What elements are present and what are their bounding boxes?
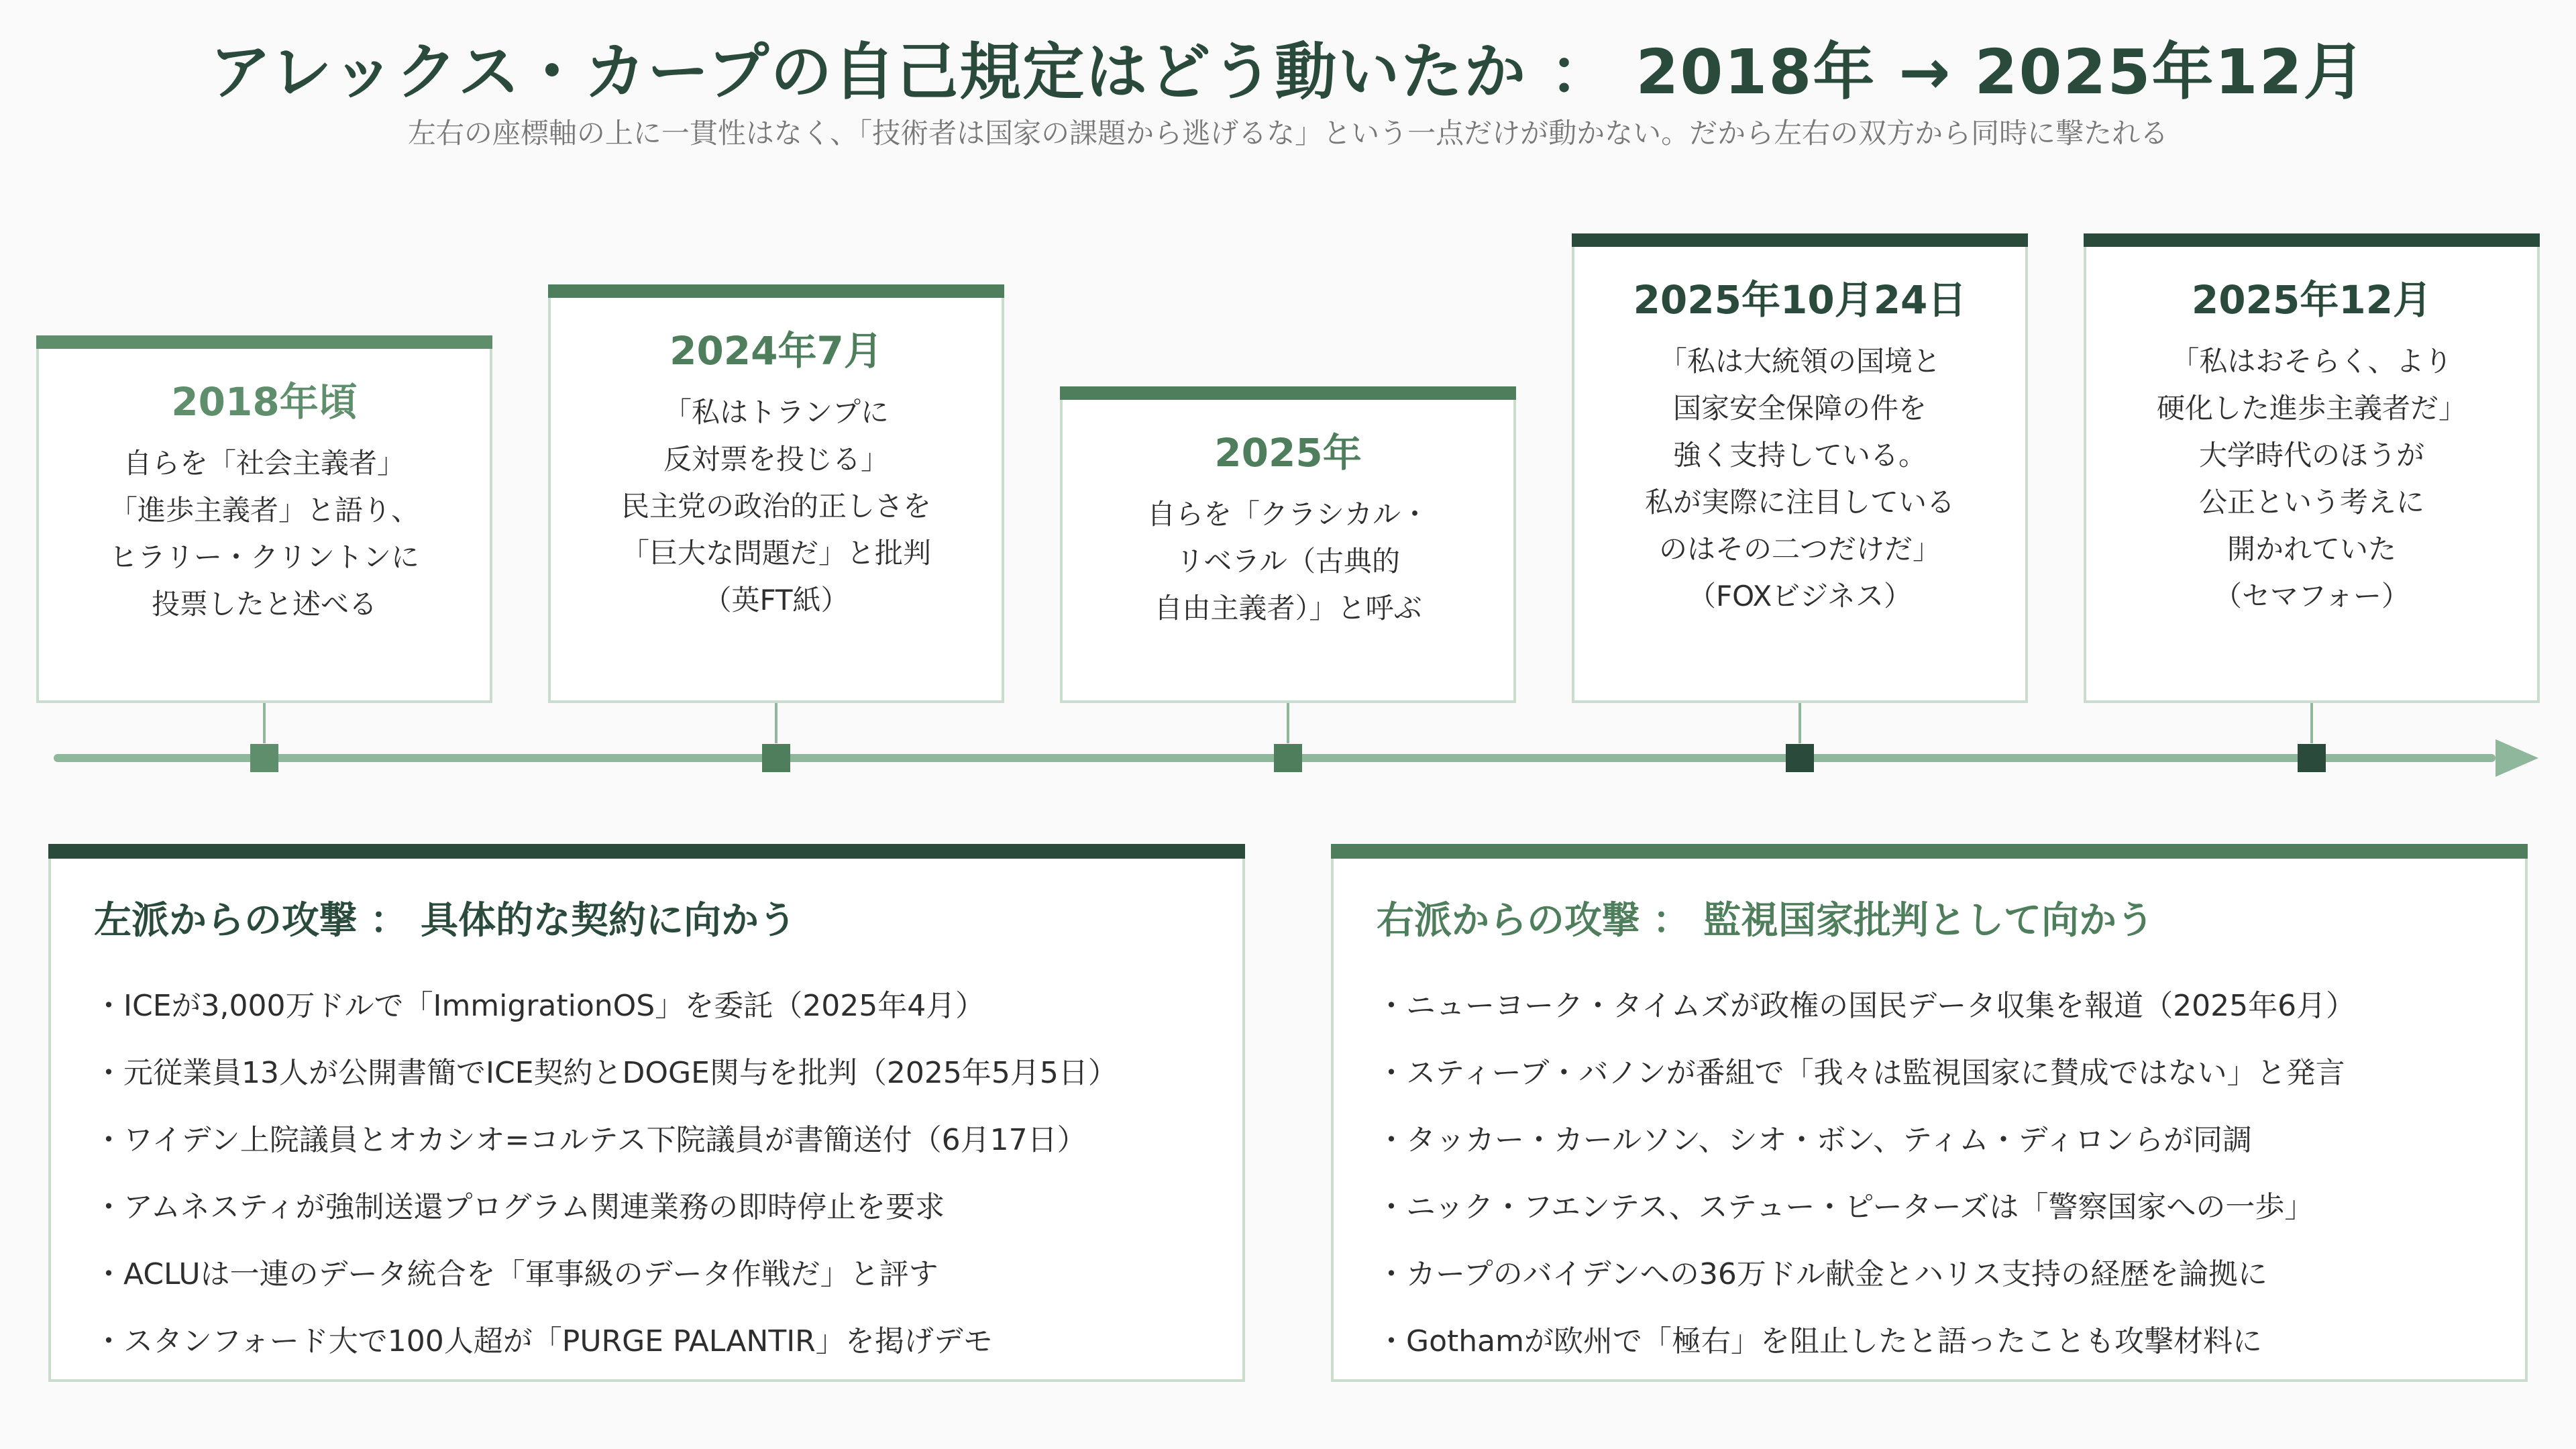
attack-list [1377, 973, 2355, 1375]
event-line: 国家安全保障の件を [1672, 392, 1927, 425]
card-accent-bar [1572, 233, 2028, 247]
list-item: ・アムネスティが強制送還プログラム関連業務の即時停止を要求 [94, 1190, 945, 1224]
event-line: 自由主義者）」と呼ぶ [1154, 592, 1422, 625]
attack-list [94, 973, 1118, 1375]
right-attack-panel [1331, 844, 2528, 1382]
event-line: 反対票を投じる」 [663, 443, 889, 476]
timeline-connector [1287, 703, 1289, 743]
card-accent-bar [2084, 233, 2540, 247]
event-line: 公正という考えに [2198, 486, 2424, 519]
event-line: 強く支持している。 [1672, 439, 1927, 472]
card-accent-bar [548, 284, 1004, 298]
event-line: 私が実際に注目している [1644, 486, 1955, 519]
timeline-connector [2310, 703, 2313, 743]
timeline-card-2024-07 [548, 284, 1004, 703]
event-line: 「進歩主義者」と語り、 [109, 494, 419, 527]
list-item: ・タッカー・カールソン、シオ・ボン、ティム・ディロンらが同調 [1377, 1123, 2253, 1157]
event-date: 2025年10月24日 [1633, 277, 1967, 323]
event-line: 「巨大な問題だ」と批判 [621, 537, 931, 570]
list-item: ・ICEが3,000万ドルで「ImmigrationOS」を委託（2025年4月） [94, 989, 985, 1023]
list-item: ・スタンフォード大で100人超が「PURGE PALANTIR」を掲げデモ [94, 1324, 993, 1358]
timeline-marker [762, 744, 790, 772]
card-accent-bar [36, 335, 492, 349]
timeline-connector [263, 703, 266, 743]
arrow-right-icon [2496, 739, 2538, 777]
event-date: 2025年 [1214, 430, 1362, 476]
event-description [1063, 491, 1513, 632]
event-line: 自らを「社会主義者」 [123, 447, 405, 480]
event-description [39, 440, 490, 628]
page-title: アレックス・カープの自己規定はどう動いたか ： 2018年 → 2025年12月 [209, 36, 2367, 108]
list-item: ・カープのバイデンへの36万ドル献金とハリス支持の経歴を論拠に [1377, 1257, 2268, 1291]
list-item: ・ニューヨーク・タイムズが政権の国民データ収集を報道（2025年6月） [1377, 989, 2356, 1023]
page-subtitle: 左右の座標軸の上に一貫性はなく、「技術者は国家の課題から逃げるな」という一点だけが動かない。だから左右の双方から同時に撃たれる [407, 117, 2169, 150]
event-line: （セマフォー） [2214, 580, 2410, 612]
panel-accent-bar [48, 844, 1245, 859]
event-line: リベラル（古典的 [1176, 545, 1400, 578]
event-line: 「私はトランプに [663, 396, 889, 429]
list-item: ・スティーブ・バノンが番組で「我々は監視国家に賛成ではない」と発言 [1377, 1056, 2345, 1090]
timeline-marker [1274, 744, 1302, 772]
list-item: ・ワイデン上院議員とオカシオ=コルテス下院議員が書簡送付（6月17日） [94, 1123, 1087, 1157]
timeline-card-2025-10-24 [1572, 233, 2028, 703]
event-description [1574, 338, 2025, 620]
event-description [551, 389, 1002, 624]
timeline-card-2025-12 [2084, 233, 2540, 703]
event-date: 2024年7月 [669, 328, 883, 374]
event-description [2086, 338, 2537, 620]
list-item: ・ニック・フエンテス、ステュー・ピーターズは「警察国家への一歩」 [1377, 1190, 2314, 1224]
event-line: 自らを「クラシカル・ [1146, 498, 1429, 531]
timeline-marker [2298, 744, 2326, 772]
event-line: 投票したと述べる [151, 588, 377, 621]
card-accent-bar [1060, 386, 1516, 400]
event-line: 「私は大統領の国境と [1658, 345, 1941, 378]
event-line: 「私はおそらく、より [2171, 345, 2453, 378]
timeline-marker [250, 744, 278, 772]
event-line: のはその二つだけだ」 [1658, 533, 1941, 566]
event-line: 民主党の政治的正しさを [621, 490, 931, 523]
timeline-card-2025 [1060, 386, 1516, 703]
event-date: 2018年頃 [171, 379, 358, 425]
panel-title: 左派からの攻撃 ： 具体的な契約に向かう [94, 899, 796, 943]
panel-accent-bar [1331, 844, 2528, 859]
event-date: 2025年12月 [2191, 277, 2432, 323]
left-attack-panel [48, 844, 1245, 1382]
timeline-connector [775, 703, 777, 743]
timeline-connector [1799, 703, 1801, 743]
event-line: 開かれていた [2226, 533, 2396, 566]
list-item: ・Gothamが欧州で「極右」を阻止したと語ったことも攻撃材料に [1377, 1324, 2262, 1358]
panel-title: 右派からの攻撃 ： 監視国家批判として向かう [1377, 899, 2154, 943]
event-line: （英FT紙） [703, 584, 849, 616]
list-item: ・元従業員13人が公開書簡でICE契約とDOGE関与を批判（2025年5月5日） [94, 1056, 1118, 1090]
event-line: ヒラリー・クリントンに [109, 541, 419, 574]
timeline-card-2018 [36, 335, 492, 703]
list-item: ・ACLUは一連のデータ統合を「軍事級のデータ作戦だ」と評す [94, 1257, 938, 1291]
timeline-marker [1786, 744, 1814, 772]
event-line: 大学時代のほうが [2198, 439, 2424, 472]
event-line: （FOXビジネス） [1687, 580, 1913, 612]
event-line: 硬化した進歩主義者だ」 [2156, 392, 2467, 425]
